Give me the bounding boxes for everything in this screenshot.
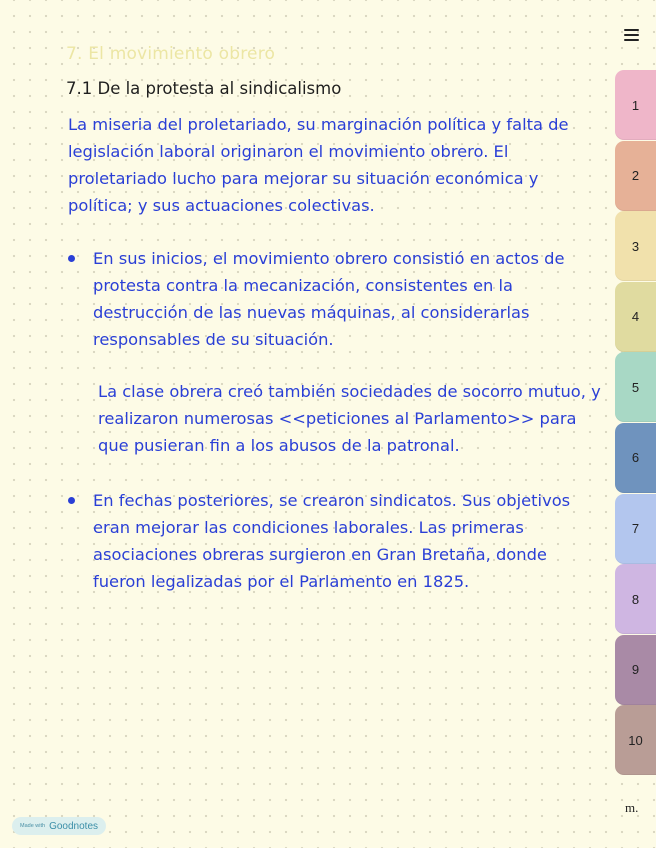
tab-label: 9	[631, 662, 640, 678]
tab-label: 4	[631, 309, 640, 325]
paragraph-intro: La miseria del proletariado, su marginación política y falta de legislación laboral originaron el movimiento obrero. El proletariado lucho para mejorar su situación económica y política; y sus actuaciones colectivas.	[68, 115, 569, 215]
bullet-dot	[68, 497, 75, 504]
goodnotes-badge	[12, 817, 106, 835]
tab-label: 3	[631, 238, 640, 254]
paragraph-mutual-aid: La clase obrera creó también sociedades de socorro mutuo, y realizaron numerosas <<peticiones al Parlamento>> para que pusieran fin a los abusos de la patronal.	[98, 382, 601, 455]
bullet-text: En fechas posteriores, se crearon sindicatos. Sus objetivos eran mejorar las condiciones laborales. Las primeras asociaciones obreras surgieron en Gran Bretaña, donde fueron legalizadas por el Parlamento en 1825.	[93, 491, 571, 591]
tab-label: 5	[631, 379, 640, 395]
badge-made-with: Made with	[20, 823, 46, 829]
menu-line	[624, 29, 639, 31]
tab-label: 2	[631, 168, 640, 184]
tab-label: 1	[631, 97, 640, 113]
badge-brand: Goodnotes	[49, 820, 99, 832]
subheading: 7.1 De la protesta al sindicalismo	[66, 79, 342, 98]
menu-line	[624, 34, 639, 36]
tab-label: 7	[631, 521, 640, 537]
tab-8[interactable]	[615, 564, 656, 634]
tab-1[interactable]	[615, 70, 656, 140]
bottom-mark: m.	[625, 800, 639, 815]
tab-5[interactable]	[615, 352, 656, 422]
tab-10[interactable]	[615, 705, 656, 775]
tab-6[interactable]	[615, 423, 656, 493]
tab-7[interactable]	[615, 494, 656, 564]
tab-4[interactable]	[615, 282, 656, 352]
section-heading: 7. El movimiento obrero	[66, 44, 276, 64]
bullet-text: En sus inicios, el movimiento obrero consistió en actos de protesta contra la mecanización, consistentes en la destrucción de las nuevas máquinas, al considerarlas responsables de su situación.	[93, 249, 565, 349]
tab-9[interactable]	[615, 635, 656, 705]
tab-2[interactable]	[615, 141, 656, 211]
tab-label: 10	[628, 732, 643, 748]
tab-label: 8	[631, 591, 640, 607]
menu-line	[624, 39, 639, 41]
bullet-dot	[68, 255, 75, 262]
tab-3[interactable]	[615, 211, 656, 281]
section-tabs	[615, 70, 656, 776]
tab-label: 6	[631, 450, 640, 466]
hamburger-menu-icon[interactable]	[624, 26, 642, 44]
